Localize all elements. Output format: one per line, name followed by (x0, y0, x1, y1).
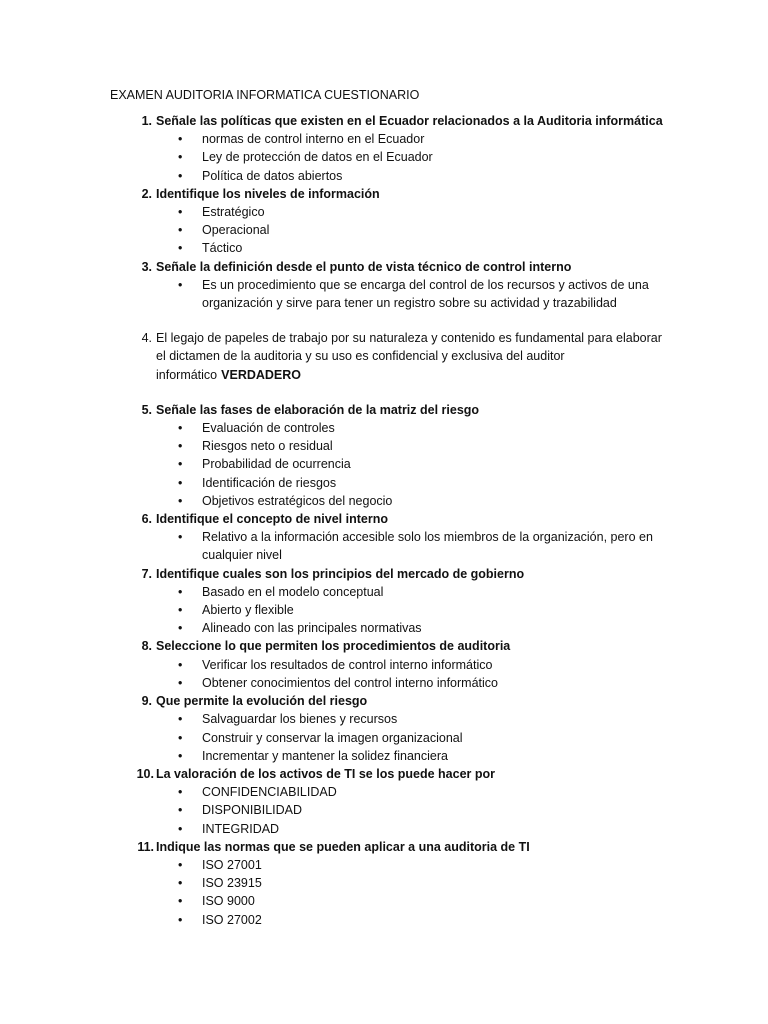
question-text: Señale las políticas que existen en el Ecuador relacionados a la Auditoria informática (156, 114, 663, 128)
answer-item: • Objetivos estratégicos del negocio (156, 492, 670, 510)
question-number: 5. (141, 402, 152, 417)
answer-inline: VERDADERO (221, 367, 302, 382)
bullet-icon: • (178, 876, 183, 891)
bullet-icon: • (178, 168, 183, 183)
answer-item: • ISO 9000 (156, 892, 670, 910)
question-number: 6. (141, 512, 152, 527)
question-text: El legajo de papeles de trabajo por su naturaleza y contenido es fundamental para elaborar el dictamen de la auditoria y su uso es confidencial y exclusiva del auditor informático VERDADERO (156, 331, 662, 382)
question-number: 2. (141, 186, 152, 201)
answer-list (156, 276, 670, 312)
answer-item: • CONFIDENCIABILIDAD (156, 783, 670, 801)
answer-item: • Ley de protección de datos en el Ecuador (156, 148, 670, 166)
answer-item: • Incrementar y mantener la solidez financiera (156, 747, 670, 765)
bullet-icon: • (178, 493, 183, 508)
question-text: Identifique cuales son los principios del mercado de gobierno (156, 566, 525, 581)
answer-item: • Probabilidad de ocurrencia (156, 455, 670, 473)
bullet-icon: • (178, 223, 183, 238)
question-7 (110, 565, 670, 638)
question-5 (110, 401, 670, 510)
answer-item: • Política de datos abiertos (156, 167, 670, 185)
bullet-icon: • (178, 657, 183, 672)
bullet-icon: • (178, 748, 183, 763)
answer-item: • Construir y conservar la imagen organizacional (156, 729, 670, 747)
answer-list (156, 130, 670, 185)
question-9 (110, 692, 670, 765)
bullet-icon: • (178, 475, 183, 490)
question-text: Que permite la evolución del riesgo (156, 694, 368, 709)
document-title: EXAMEN AUDITORIA INFORMATICA CUESTIONARIO (110, 88, 420, 102)
bullet-icon: • (178, 894, 183, 909)
answer-list (156, 528, 670, 564)
answer-list (156, 419, 670, 510)
bullet-icon: • (178, 857, 183, 872)
answer-item: • Alineado con las principales normativas (156, 619, 670, 637)
question-number: 8. (141, 639, 152, 654)
question-number: 9. (141, 694, 152, 709)
bullet-icon: • (178, 457, 183, 472)
bullet-icon: • (178, 439, 183, 454)
bullet-icon: • (178, 241, 183, 256)
question-8 (110, 637, 670, 692)
bullet-icon: • (178, 730, 183, 745)
question-text: La valoración de los activos de TI se los puede hacer por (156, 766, 496, 781)
bullet-icon: • (178, 132, 183, 147)
question-list (110, 112, 670, 929)
question-text: Identifique los niveles de información (156, 186, 380, 201)
answer-item: • Verificar los resultados de control interno informático (156, 656, 670, 674)
answer-item: • ISO 27001 (156, 856, 670, 874)
answer-item: • INTEGRIDAD (156, 820, 670, 838)
answer-item: • Relativo a la información accesible solo los miembros de la organización, pero en cualquier nivel (178, 530, 653, 563)
answer-item: • ISO 23915 (156, 874, 670, 892)
answer-item: • Estratégico (156, 203, 670, 221)
answer-item: • Salvaguardar los bienes y recursos (156, 710, 670, 728)
answer-item: • normas de control interno en el Ecuador (156, 130, 670, 148)
question-number: 10. (136, 766, 154, 781)
question-4 (110, 329, 670, 384)
bullet-icon: • (178, 205, 183, 220)
question-number: 7. (141, 566, 152, 581)
bullet-icon: • (178, 803, 183, 818)
bullet-icon: • (178, 712, 183, 727)
bullet-icon: • (178, 421, 183, 436)
question-number: 1. (141, 114, 152, 128)
question-10 (110, 765, 670, 838)
bullet-icon: • (178, 150, 183, 165)
answer-list (156, 656, 670, 692)
question-text: Señale las fases de elaboración de la matriz del riesgo (156, 402, 480, 417)
bullet-icon: • (178, 821, 183, 836)
question-number: 11. (137, 839, 154, 854)
answer-item: • Táctico (156, 239, 670, 257)
question-number: 3. (141, 259, 152, 274)
question-text: Señale la definición desde el punto de vista técnico de control interno (156, 259, 572, 274)
bullet-icon: • (178, 530, 183, 545)
bullet-icon: • (178, 785, 183, 800)
question-6 (110, 510, 670, 565)
answer-item: • DISPONIBILIDAD (156, 801, 670, 819)
answer-list (156, 583, 670, 638)
bullet-icon: • (178, 277, 183, 292)
answer-item: • Riesgos neto o residual (156, 437, 670, 455)
answer-list (156, 710, 670, 765)
answer-item: • Obtener conocimientos del control interno informático (156, 674, 670, 692)
question-number: 4. (141, 331, 152, 346)
answer-item: • Operacional (156, 221, 670, 239)
question-text: Indique las normas que se pueden aplicar a una auditoria de TI (156, 839, 530, 854)
question-text: Seleccione lo que permiten los procedimientos de auditoria (156, 639, 511, 654)
question-3 (110, 258, 670, 313)
answer-item: • ISO 27002 (156, 911, 670, 929)
bullet-icon: • (178, 603, 183, 618)
question-1 (110, 112, 670, 185)
question-11 (110, 838, 670, 929)
answer-list (156, 856, 670, 929)
answer-item: • Abierto y flexible (156, 601, 670, 619)
answer-item: • Basado en el modelo conceptual (156, 583, 670, 601)
question-text: Identifique el concepto de nivel interno (156, 512, 388, 527)
answer-item: • Identificación de riesgos (156, 474, 670, 492)
answer-item: • Evaluación de controles (156, 419, 670, 437)
answer-list (156, 203, 670, 258)
bullet-icon: • (178, 675, 183, 690)
answer-list (156, 783, 670, 838)
bullet-icon: • (178, 621, 183, 636)
bullet-icon: • (178, 912, 183, 927)
question-2 (110, 185, 670, 258)
answer-item: • Es un procedimiento que se encarga del control de los recursos y activos de una organización y sirve para tener un registro sobre su actividad y trazabilidad (178, 277, 649, 311)
bullet-icon: • (178, 584, 183, 599)
